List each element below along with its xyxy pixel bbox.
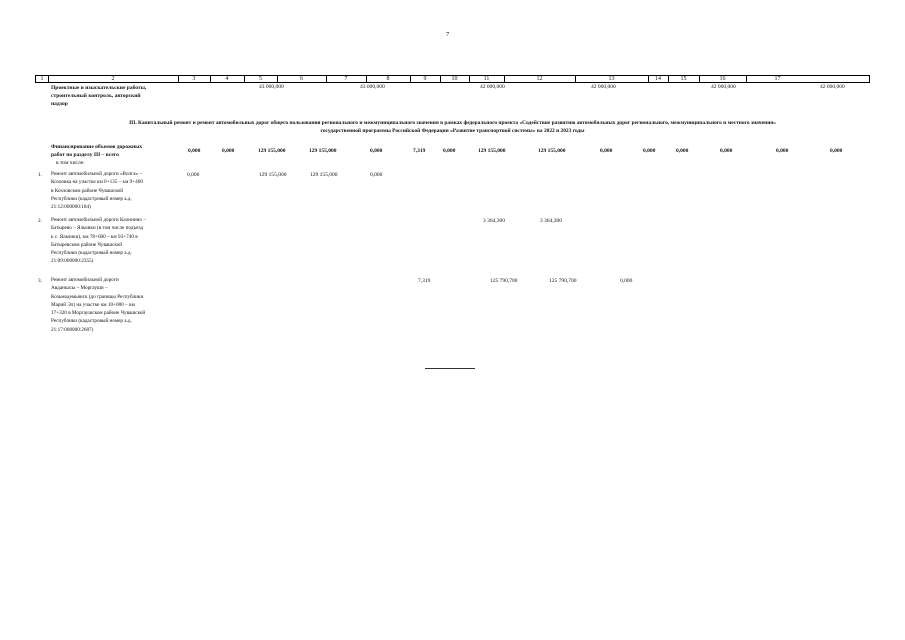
total-row-value: 129 155,000	[258, 148, 286, 154]
design-c17: 42 000,000	[820, 84, 845, 90]
column-number-header	[35, 75, 870, 83]
column-separator	[178, 76, 179, 83]
item-1-c3: 0,000	[187, 172, 200, 178]
section-title-line2: государственной программы Российской Федерации «Развитие транспортной системы» на 2022 и 2023 годы	[320, 128, 585, 134]
item-1-number: 1.	[38, 172, 42, 178]
total-row-value: 0,000	[443, 148, 456, 154]
design-c5: 43 000,000	[259, 84, 284, 90]
column-separator	[410, 76, 411, 83]
item-3-c12: 0,000	[620, 278, 633, 284]
total-row-value: 7,319	[413, 148, 426, 154]
item-1-description: Ремонт автомобильной дороги «Волга» – Козловка на участке км 0+135 – км 9+400 в Козловском районе Чувашской Республики (кадастровый номер а.д. 21:12:000000:184)	[51, 171, 143, 211]
item-1-c7: 0,000	[370, 172, 383, 178]
total-row-value: 0,000	[776, 148, 789, 154]
item-2-number: 2.	[38, 218, 42, 224]
column-number-8: 8	[386, 76, 390, 82]
column-number-7: 7	[344, 76, 348, 82]
column-number-9: 9	[423, 76, 427, 82]
column-separator	[244, 76, 245, 83]
item-3-description: Ремонт автомобильной дороги Авданкасы – Моргауши – Козьмодемьянск (до границы Республики Марий Эл) на участке км 10+000 – км 17+320 в Моргаушском районе Чувашской Республики (кадастровый номер а.д. 21:17:000000:2687)	[51, 277, 146, 333]
column-separator	[746, 76, 747, 83]
column-separator	[699, 76, 700, 83]
page-number: 7	[446, 31, 450, 38]
design-c10: 42 000,000	[480, 84, 505, 90]
item-2-c10: 3 364,300	[483, 218, 505, 224]
column-separator	[575, 76, 576, 83]
item-3-number: 3.	[38, 278, 42, 284]
total-row-value: 0,000	[830, 148, 843, 154]
section-title-line1: III. Капитальный ремонт и ремонт автомобильных дорог общего пользования регионального и межмуниципального значения в рамках федерального проекта «Содействие развитию автомобильных дорог регионального, межмуниципального и местного значения»	[129, 120, 776, 126]
design-c7: 43 000,000	[360, 84, 385, 90]
total-row-value: 0,000	[676, 148, 689, 154]
item-1-c5: 129 155,000	[259, 172, 287, 178]
total-row-value: 0,000	[370, 148, 383, 154]
column-separator	[48, 76, 49, 83]
total-row-value: 129 155,000	[309, 148, 337, 154]
item-3-c11: 125 790,700	[549, 278, 577, 284]
design-works-label: Проектные и изыскательские работы, строительный контроль, авторский надзор	[51, 85, 147, 107]
column-separator	[668, 76, 669, 83]
column-number-1: 1	[40, 76, 44, 82]
column-number-11: 11	[483, 76, 490, 82]
total-row-value: 129 155,000	[538, 148, 566, 154]
column-number-17: 17	[774, 76, 781, 82]
column-number-2: 2	[111, 76, 115, 82]
total-row-value: 0,000	[643, 148, 656, 154]
column-number-16: 16	[719, 76, 726, 82]
column-separator	[366, 76, 367, 83]
column-separator	[504, 76, 505, 83]
end-divider	[425, 368, 475, 369]
total-row-label: Финансирование объемов дорожных работ по разделу III – всего	[51, 144, 143, 158]
column-number-12: 12	[536, 76, 543, 82]
column-separator	[648, 76, 649, 83]
total-row-value: 0,000	[720, 148, 733, 154]
design-c12: 42 000,000	[591, 84, 616, 90]
item-3-c8: 7,319	[418, 278, 431, 284]
section-title	[30, 119, 875, 135]
column-separator	[469, 76, 470, 83]
total-row-value: 0,000	[222, 148, 235, 154]
column-number-5: 5	[259, 76, 262, 82]
column-separator	[277, 76, 278, 83]
item-2-description: Ремонт автомобильной дороги Калинино – Батырево – Яльчики (в том числе подъезд к с. Яльчики), км 78+600 – км 93+740 в Батыревском районе Чувашской Республики (кадастровый номер а.д. 21:09:000000:2355)	[51, 217, 146, 265]
item-3-c10: 125 790,700	[490, 278, 518, 284]
total-row-value: 0,000	[600, 148, 613, 154]
column-number-14: 14	[655, 76, 661, 82]
column-number-3: 3	[192, 76, 196, 82]
column-number-15: 15	[680, 76, 687, 82]
item-2-c11: 3 364,300	[540, 218, 562, 224]
column-number-13: 13	[608, 76, 615, 82]
total-row-value: 0,000	[188, 148, 201, 154]
total-row-sublabel: в том числе:	[56, 160, 85, 166]
column-separator	[210, 76, 211, 83]
item-1-c6: 129 155,000	[310, 172, 338, 178]
column-number-4: 4	[225, 76, 229, 82]
column-number-10: 10	[451, 76, 458, 82]
column-separator	[440, 76, 441, 83]
design-c15: 42 000,000	[711, 84, 736, 90]
total-row-value: 129 155,000	[478, 148, 506, 154]
column-separator	[326, 76, 327, 83]
column-number-6: 6	[300, 76, 303, 82]
